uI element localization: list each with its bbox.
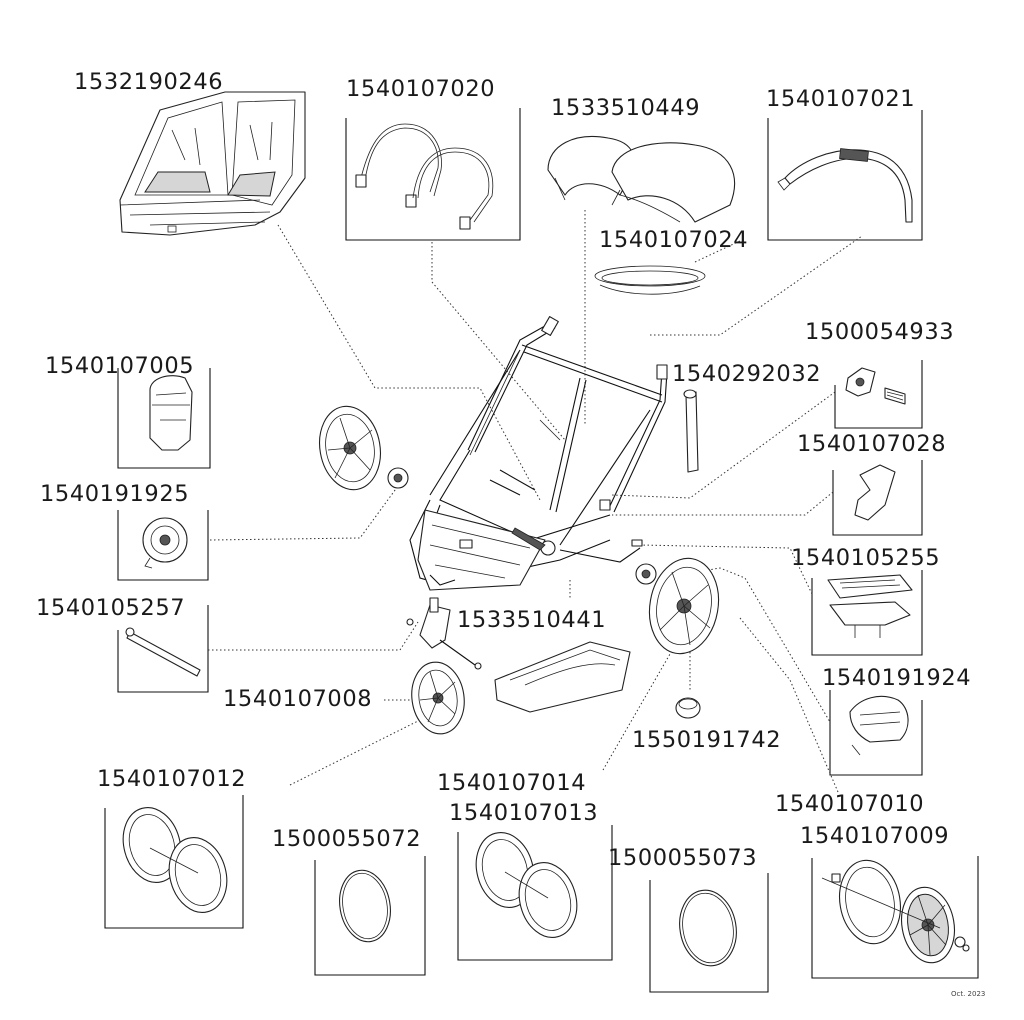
tire-1540107012-illustration bbox=[115, 801, 235, 919]
cable-illustration bbox=[595, 266, 705, 294]
canopy-illustration bbox=[548, 137, 735, 222]
basket-illustration bbox=[495, 642, 630, 712]
part-number-1532190246: 1532190246 bbox=[74, 69, 224, 95]
bracket-illustration bbox=[855, 465, 895, 520]
axle-pin-illustration bbox=[126, 628, 200, 676]
hub-illustration bbox=[143, 518, 187, 568]
part-number-1533510449: 1533510449 bbox=[551, 95, 701, 121]
front-wheel-illustration bbox=[407, 659, 469, 738]
part-number-1540107021: 1540107021 bbox=[766, 86, 916, 112]
part-number-1540191925: 1540191925 bbox=[40, 481, 190, 507]
tire-1540107014-illustration bbox=[468, 826, 585, 944]
part-number-1540107020: 1540107020 bbox=[346, 76, 496, 102]
part-number-1540107024: 1540107024 bbox=[599, 227, 749, 253]
tube-1500055072-illustration bbox=[334, 866, 396, 946]
footer-date: Oct. 2023 bbox=[951, 990, 986, 998]
seat-illustration bbox=[120, 92, 305, 235]
strap-illustration bbox=[684, 390, 698, 472]
part-number-1540107014: 1540107014 bbox=[437, 770, 587, 796]
part-number-1540107008: 1540107008 bbox=[223, 686, 373, 712]
part-number-1540107012: 1540107012 bbox=[97, 766, 247, 792]
part-number-1540107028: 1540107028 bbox=[797, 431, 947, 457]
part-number-1540107013: 1540107013 bbox=[449, 800, 599, 826]
part-number-1500054933: 1500054933 bbox=[805, 319, 955, 345]
hub-ring-illustration bbox=[850, 696, 908, 755]
brake-pedal-illustration bbox=[828, 575, 912, 638]
stroller-frame-illustration bbox=[410, 317, 667, 590]
frame-illustration bbox=[356, 124, 493, 229]
part-number-1540191924: 1540191924 bbox=[822, 665, 972, 691]
part-number-1540107010: 1540107010 bbox=[775, 791, 925, 817]
part-number-1540107009: 1540107009 bbox=[800, 823, 950, 849]
rear-wheel-left-illustration bbox=[313, 401, 408, 494]
part-number-1550191742: 1550191742 bbox=[632, 727, 782, 753]
part-number-1540292032: 1540292032 bbox=[672, 361, 822, 387]
tube-1500055073-illustration bbox=[674, 886, 742, 971]
clip-screw-illustration bbox=[846, 368, 905, 404]
wheel-1540107009-illustration bbox=[822, 855, 969, 967]
pad-illustration bbox=[150, 376, 192, 450]
part-number-1540105257: 1540105257 bbox=[36, 595, 186, 621]
part-number-1540105255: 1540105255 bbox=[791, 545, 941, 571]
part-number-1500055072: 1500055072 bbox=[272, 826, 422, 852]
cap-illustration bbox=[676, 698, 700, 718]
part-number-1533510441: 1533510441 bbox=[457, 607, 607, 633]
handle-illustration bbox=[778, 149, 912, 222]
part-number-1500055073: 1500055073 bbox=[608, 845, 758, 871]
part-number-1540107005: 1540107005 bbox=[45, 353, 195, 379]
